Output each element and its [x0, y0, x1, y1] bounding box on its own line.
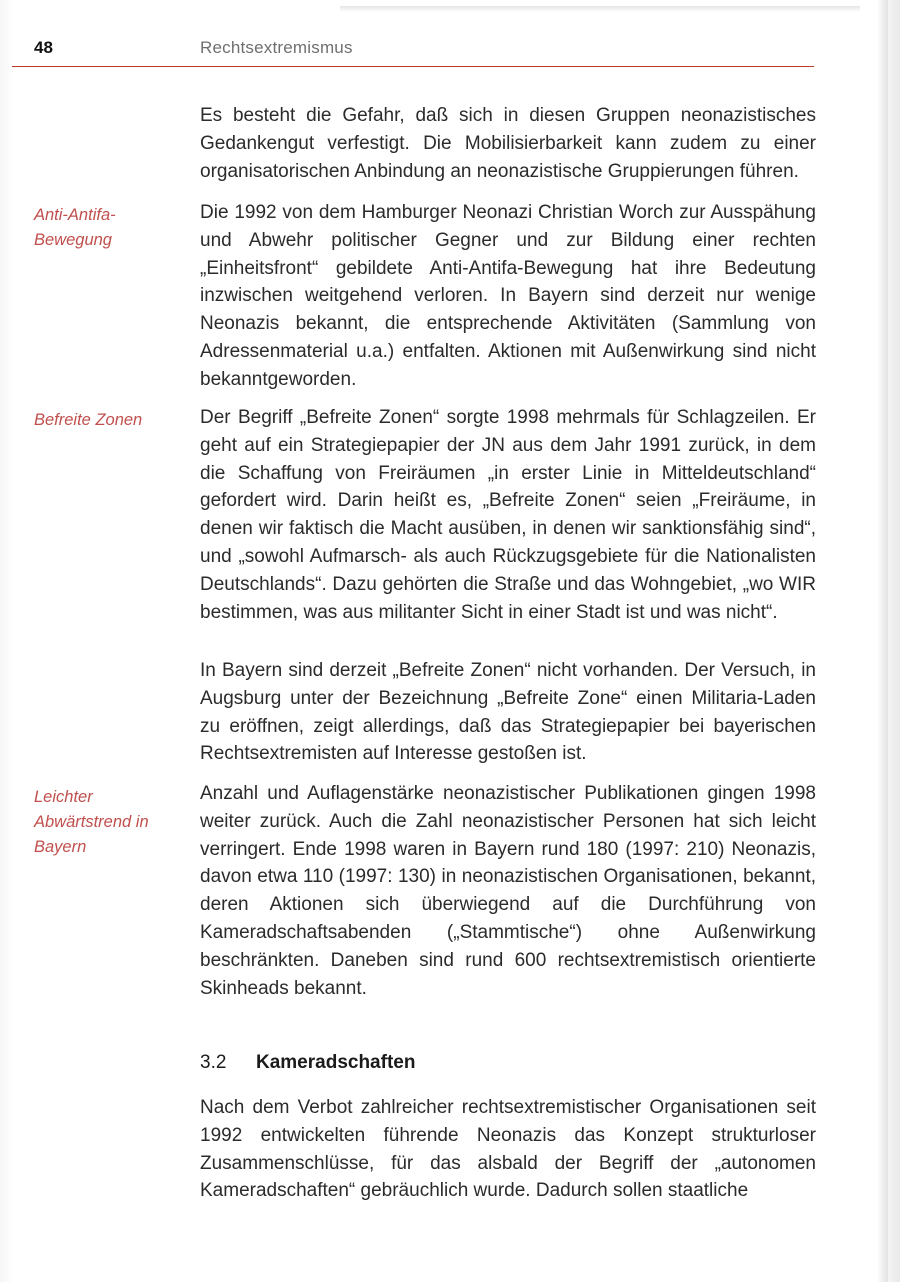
running-title: Rechtsextremismus [200, 38, 353, 57]
paragraph-gefahr: Es besteht die Gefahr, daß sich in diesen Gruppen neonazistisches Gedankengut verfestigt. Die Mobilisierbarkeit kann zudem zu einer organisatorischen Anbindung an neonazistische Gruppierungen führen. [200, 105, 816, 182]
paragraph-abwaertstrend: Anzahl und Auflagenstärke neonazistischer Publikationen gingen 1998 weiter zurück. Auch die Zahl neonazistischer Personen hat sich leicht verringert. Ende 1998 waren in Bayern rund 180 (1997: 210) Neonazis, davon etwa 110 (1997: 130) in neonazistischen Organisationen, bekannt, deren Aktionen sich überwiegend auf die Durchführung von Kameradschaftsabenden („Stammtische“) ohne Außenwirkung beschränkten. Daneben sind rund 600 rechtsextremistisch orientierte Skinheads bekannt. [200, 783, 816, 999]
scan-shadow [340, 6, 860, 12]
section-number: 3.2 [200, 1052, 227, 1073]
margin-note-befreite-zonen: Befreite Zonen [34, 411, 143, 429]
margin-note-anti-antifa: Anti-Antifa-Bewegung [34, 206, 116, 249]
paragraph-kameradschaften: Nach dem Verbot zahlreicher rechtsextremistischer Organisationen seit 1992 entwickelten führende Neonazis das Konzept strukturloser Zusammenschlüsse, für das alsbald der Begriff der „autonomen Kameradschaften“ gebräuchlich wurde. Dadurch sollen staatliche [200, 1097, 816, 1202]
paragraph-befreite-zonen: Der Begriff „Befreite Zonen“ sorgte 1998 mehrmals für Schlagzeilen. Er geht auf ein Strategiepapier der JN aus dem Jahr 1991 zurück, in dem die Schaffung von Freiräumen „in erster Linie in Mitteldeutschland“ gefordert wird. Darin heißt es, „Befreite Zonen“ seien „Freiräume, in denen wir faktisch die Macht ausüben, in denen wir sanktionsfähig sind“, und „sowohl Aufmarsch- als auch Rückzugsgebiete für die Nationalisten Deutschlands“. Dazu gehörten die Straße und das Wohngebiet, „wo WIR bestimmen, was aus militanter Sicht in einer Stadt ist und was nicht“. [200, 407, 816, 623]
section-heading [200, 1052, 415, 1074]
page-header [12, 30, 814, 67]
section-title: Kameradschaften [256, 1052, 416, 1073]
paragraph-anti-antifa: Die 1992 von dem Hamburger Neonazi Christian Worch zur Ausspähung und Abwehr politischer Gegner und zur Bildung einer rechten „Einheitsfront“ gebildete Anti-Antifa-Bewegung hat ihre Bedeutung inzwischen weitgehend verloren. In Bayern sind derzeit nur wenige Neonazis bekannt, die entsprechende Aktivitäten (Sammlung von Adressenmaterial u.a.) entfalten. Aktionen mit Außenwirkung sind nicht bekanntgeworden. [200, 202, 816, 390]
page-edge-shadow [878, 0, 888, 1282]
paragraph-bayern-zonen: In Bayern sind derzeit „Befreite Zonen“ nicht vorhanden. Der Versuch, in Augsburg unter der Bezeichnung „Befreite Zone“ einen Militaria-Laden zu eröffnen, zeigt allerdings, daß das Strategiepapier bei bayerischen Rechtsextremisten auf Interesse gestoßen ist. [200, 660, 816, 765]
margin-note-abwaertstrend: Leichter Abwärtstrend in Bayern [34, 788, 149, 856]
page-number: 48 [34, 38, 53, 57]
